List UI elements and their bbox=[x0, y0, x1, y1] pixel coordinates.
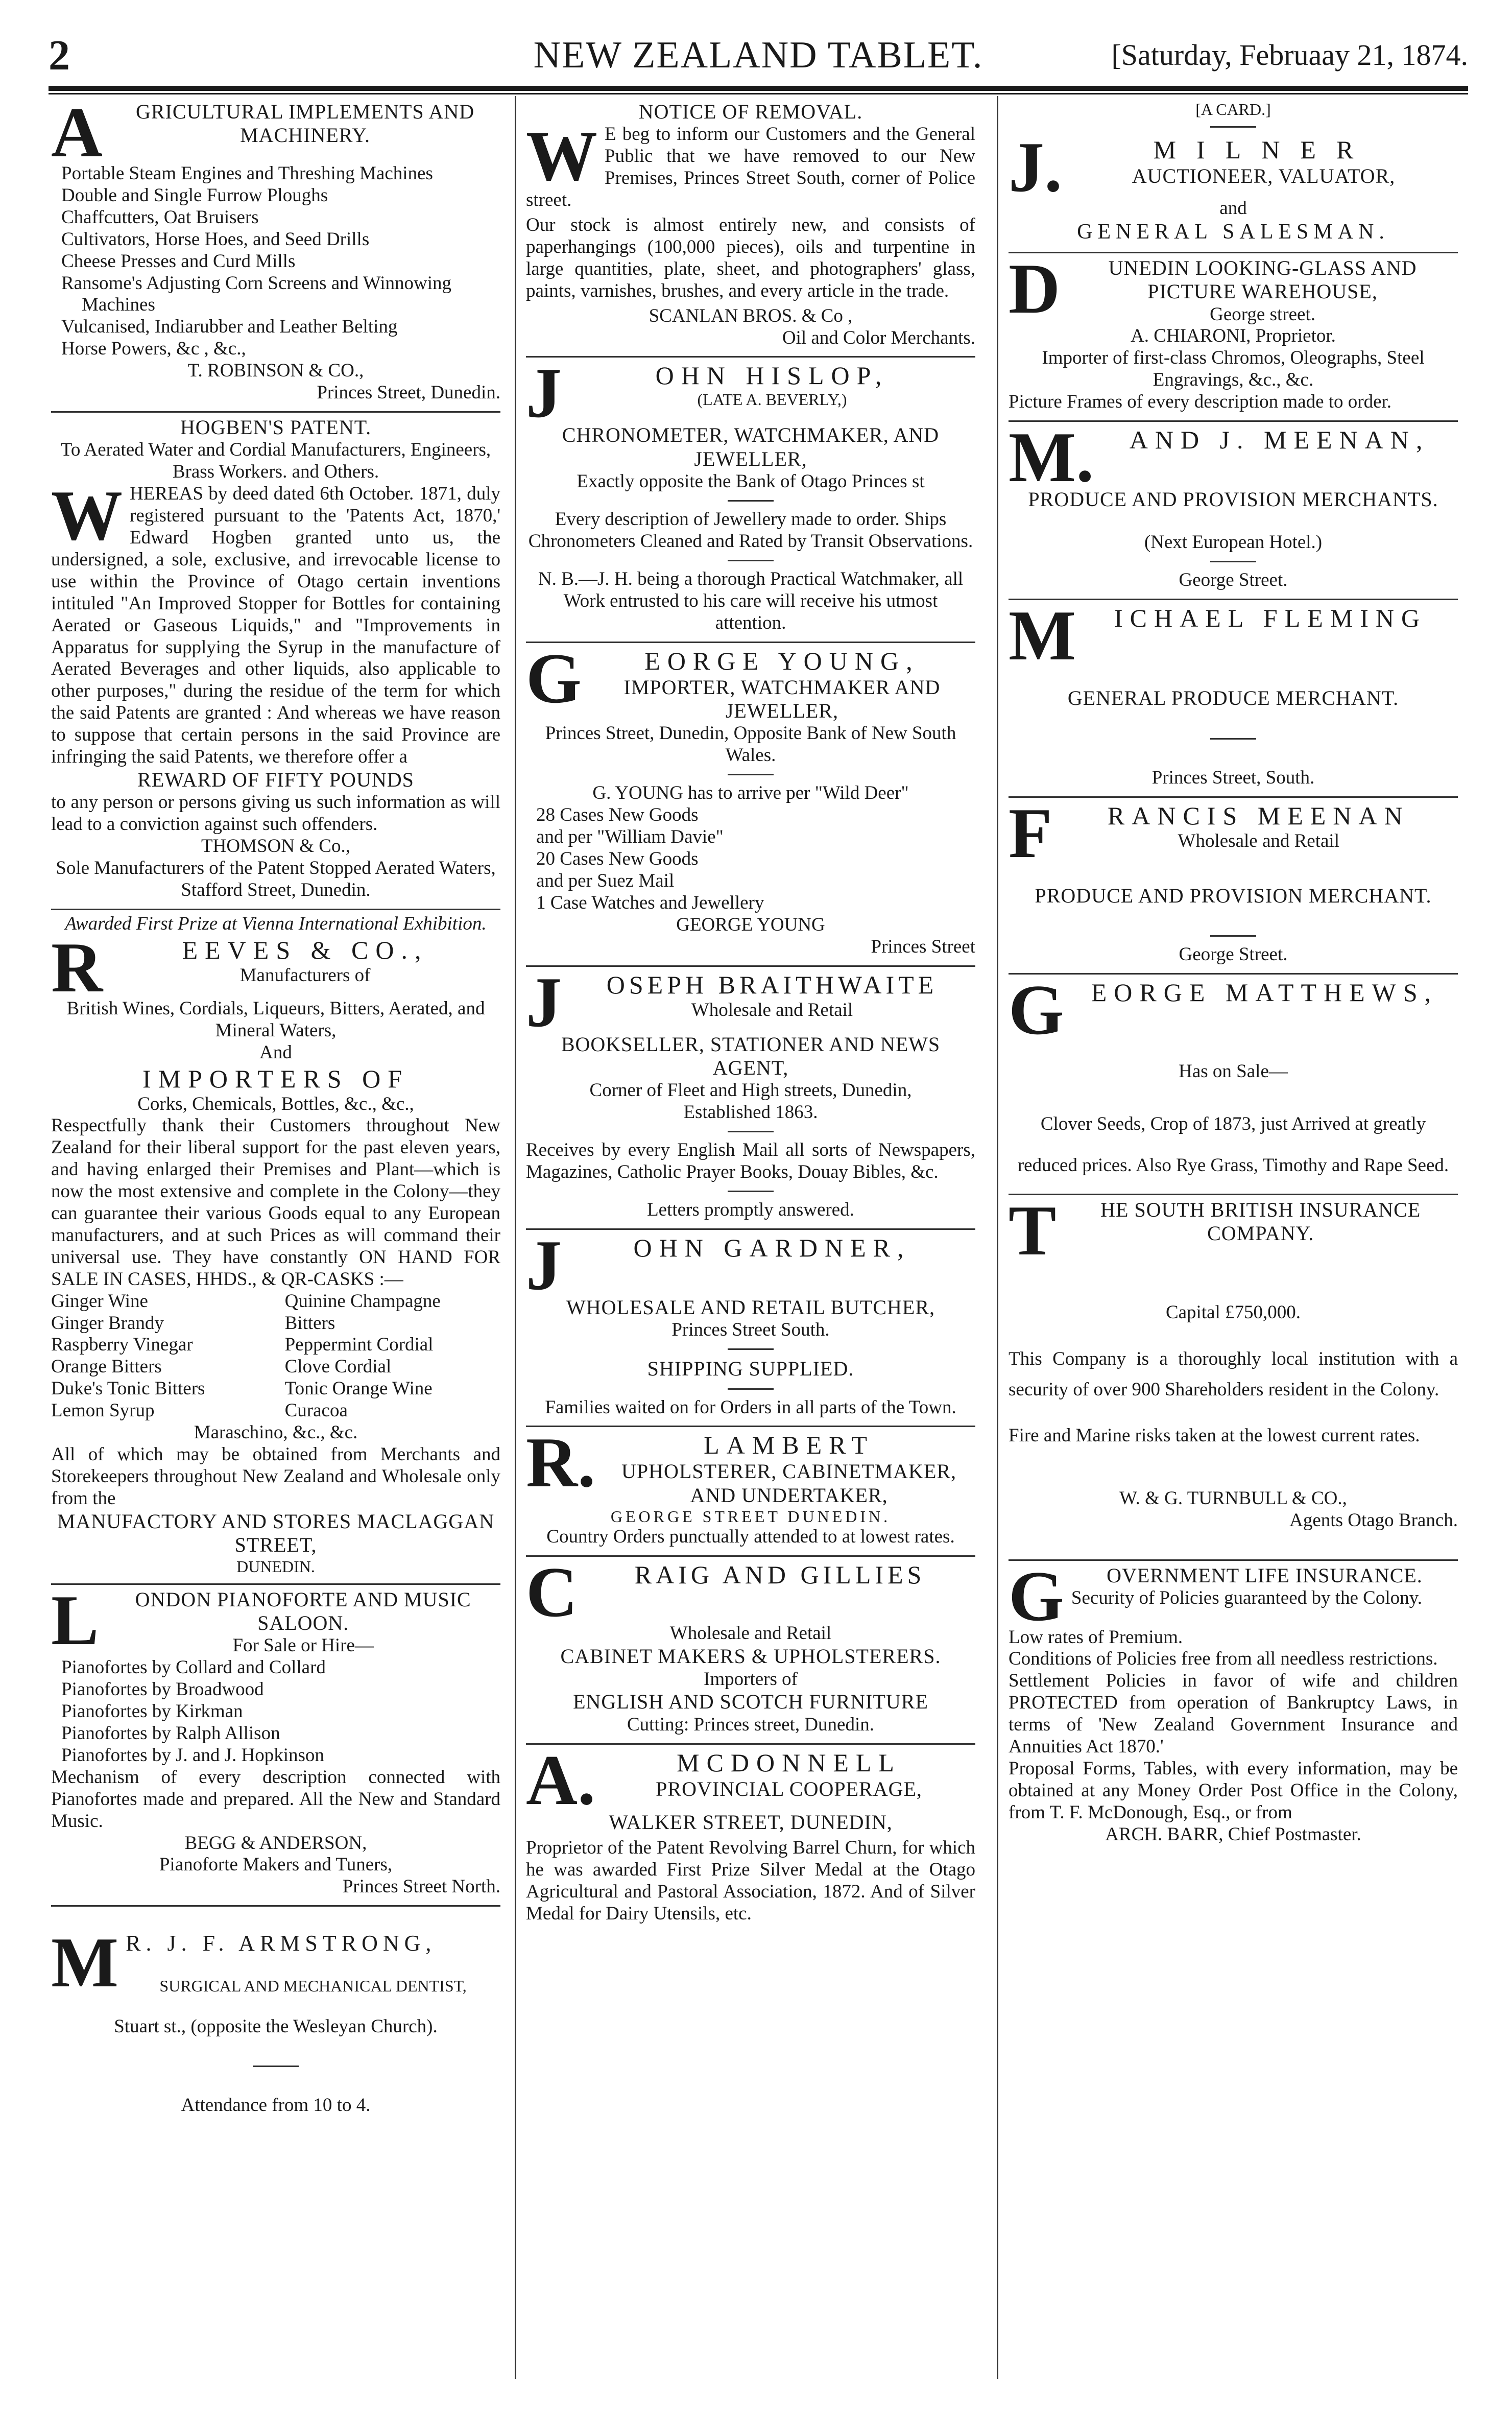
signature: ARCH. BARR, Chief Postmaster. bbox=[1105, 1823, 1361, 1845]
drop-cap: F bbox=[1009, 793, 1052, 873]
divider bbox=[1210, 126, 1256, 128]
trade-line: GENERAL SALESMAN. bbox=[1077, 220, 1389, 244]
address: Cutting: Princes street, Dunedin. bbox=[627, 1714, 875, 1735]
ad-subheading: Manufacturers of bbox=[239, 964, 371, 986]
established: Established 1863. bbox=[683, 1102, 818, 1123]
ad-south-british-insurance bbox=[1009, 1191, 1458, 1561]
firm-name: R. J. F. ARMSTRONG, bbox=[126, 1931, 437, 1956]
list-item: 28 Cases New Goods bbox=[536, 804, 699, 826]
list-item: Settlement Policies in favor of wife and children PROTECTED from operation of Bankruptcy Laws, in terms of 'New Zealand Government Insurance and Annuities Act 1870.' bbox=[1009, 1670, 1458, 1758]
drop-cap: W bbox=[526, 116, 597, 196]
hours: Attendance from 10 to 4. bbox=[181, 2095, 371, 2116]
trade-line: CABINET MAKERS & UPHOLSTERERS. bbox=[560, 1645, 941, 1668]
ad-body: E beg to inform our Customers and the General Public that we have removed to our New Premises, Princes Street South, corner of Police street. bbox=[526, 124, 975, 211]
ad-milner-card bbox=[1009, 97, 1458, 253]
trade-line: PRODUCE AND PROVISION MERCHANTS. bbox=[1028, 488, 1438, 511]
trade-line: WHOLESALE AND RETAIL BUTCHER, bbox=[566, 1295, 935, 1319]
ad-notice-of-removal bbox=[526, 97, 975, 358]
ad-body: to any person or persons giving us such information as will lead to a conviction against such offenders. bbox=[51, 792, 500, 835]
ad-body: Importers of bbox=[704, 1668, 798, 1690]
ad-subheading: Wholesale and Retail bbox=[669, 1623, 832, 1644]
ad-body: (Next European Hotel.) bbox=[1144, 532, 1323, 553]
drop-cap: G bbox=[1009, 970, 1064, 1050]
ad-lambert bbox=[526, 1423, 975, 1557]
goods-item: Curacoa bbox=[284, 1400, 348, 1421]
goods-item: Raspberry Vinegar bbox=[51, 1334, 193, 1356]
address: George street. bbox=[1210, 303, 1315, 325]
ad-body: HEREAS by deed dated 6th October. 1871, duly registered pursuant to the 'Patents Act, 1870,' Edward Hogben granted unto us, the undersigned, a sole, exclusive, and irrevocable license to use within the Province of Otago certain inventions intituled "An Improved Stopper for Bottles for containing Aerated or Gaseous Liquids," and "Improvements in Apparatus for supplying the Syrup in the manufacture of Aerated Beverages and other liquids, also applicable to other purposes," during the residue of the term for which the said Patents are granted : And whereas we have reason to suppose that certain persons in the said Province are infringing the said Patents, we therefore offer a bbox=[51, 483, 500, 768]
ad-subheading: Has on Sale— bbox=[1179, 1060, 1288, 1082]
firm-name: OHN GARDNER, bbox=[633, 1233, 911, 1262]
goods-item: Orange Bitters bbox=[51, 1356, 162, 1378]
proprietor: A. CHIARONI, Proprietor. bbox=[1131, 325, 1336, 347]
drop-cap: J. bbox=[1009, 128, 1062, 207]
goods-item: Clove Cordial bbox=[284, 1356, 392, 1378]
ad-agricultural-implements bbox=[51, 97, 500, 413]
drop-cap: L bbox=[51, 1580, 99, 1660]
column-1 bbox=[51, 97, 500, 2385]
list-item: Pianofortes by Collard and Collard bbox=[61, 1657, 326, 1678]
divider bbox=[1210, 738, 1256, 740]
drop-cap: A bbox=[51, 97, 103, 172]
list-item: Double and Single Furrow Ploughs bbox=[61, 184, 328, 206]
list-item: Chaffcutters, Oat Bruisers bbox=[61, 206, 259, 228]
ad-body: Families waited on for Orders in all parts of the Town. bbox=[545, 1396, 956, 1418]
ad-heading: IMPORTERS OF bbox=[142, 1064, 410, 1093]
trade-line: PROVINCIAL COOPERAGE, bbox=[656, 1777, 922, 1800]
goods-item: Bitters bbox=[284, 1312, 335, 1334]
firm-name: LAMBERT bbox=[704, 1431, 874, 1460]
address: Princes Street bbox=[871, 936, 975, 957]
divider bbox=[728, 774, 774, 775]
ad-joseph-braithwaite bbox=[526, 962, 975, 1230]
drop-cap: R. bbox=[526, 1423, 596, 1503]
divider bbox=[1210, 935, 1256, 937]
list-item: Cultivators, Horse Hoes, and Seed Drills bbox=[61, 228, 370, 250]
drop-cap: C bbox=[526, 1553, 578, 1632]
list-item: 1 Case Watches and Jewellery bbox=[536, 892, 764, 913]
drop-cap: G bbox=[1009, 1556, 1064, 1636]
trade-line: PRODUCE AND PROVISION MERCHANT. bbox=[1035, 884, 1432, 907]
ad-francis-meenan bbox=[1009, 793, 1458, 975]
ad-heading: HE SOUTH BRITISH INSURANCE COMPANY. bbox=[1100, 1198, 1421, 1245]
ad-subheading: SURGICAL AND MECHANICAL DENTIST, bbox=[159, 1977, 467, 1996]
reward-line: REWARD OF FIFTY POUNDS bbox=[137, 768, 414, 791]
capital: Capital £750,000. bbox=[1165, 1301, 1301, 1323]
ad-body: Corks, Chemicals, Bottles, &c., &c., bbox=[137, 1093, 414, 1114]
trade-line: BOOKSELLER, STATIONER AND NEWS AGENT, bbox=[561, 1032, 941, 1079]
address: Princes Street, Dunedin, Opposite Bank of New South Wales. bbox=[545, 723, 956, 766]
ad-subheading: For Sale or Hire— bbox=[232, 1635, 374, 1656]
drop-cap: M bbox=[51, 1923, 119, 2003]
address: George Street. bbox=[1179, 943, 1288, 965]
list-item: Pianofortes by J. and J. Hopkinson bbox=[61, 1744, 324, 1766]
signature: Pianoforte Makers and Tuners, bbox=[159, 1854, 393, 1876]
firm-name: SCANLAN BROS. & Co , bbox=[649, 305, 853, 326]
divider bbox=[1210, 561, 1256, 562]
drop-cap: M bbox=[1009, 596, 1076, 676]
town: DUNEDIN. bbox=[236, 1557, 315, 1576]
ad-london-pianoforte bbox=[51, 1580, 500, 1907]
ad-body: Fire and Marine risks taken at the lowest current rates. bbox=[1009, 1425, 1420, 1446]
firm-name: EORGE YOUNG, bbox=[644, 646, 920, 675]
ad-body: Importer of first-class Chromos, Oleographs, Steel Engravings, &c., &c. bbox=[1042, 347, 1425, 391]
address: Stuart st., (opposite the Wesleyan Church). bbox=[114, 2016, 438, 2037]
goods-item: Lemon Syrup bbox=[51, 1400, 155, 1421]
goods-row bbox=[51, 1356, 500, 1378]
ad-subheading: Wholesale and Retail bbox=[691, 999, 853, 1020]
goods-row bbox=[51, 1291, 500, 1313]
ad-body: Maraschino, &c., &c. bbox=[194, 1422, 358, 1443]
list-item: Conditions of Policies free from all needless restrictions. bbox=[1009, 1648, 1438, 1670]
ad-heading: NOTICE OF REMOVAL. bbox=[638, 100, 863, 123]
ad-hogbens-patent bbox=[51, 413, 500, 910]
firm-name: ICHAEL FLEMING bbox=[1114, 604, 1427, 633]
ad-body: Clover Seeds, Crop of 1873, just Arrived at greatly reduced prices. Also Rye Grass, Timothy and Rape Seed. bbox=[1017, 1113, 1449, 1176]
goods-row bbox=[51, 1334, 500, 1356]
ad-body: Letters promptly answered. bbox=[647, 1199, 854, 1220]
address: Exactly opposite the Bank of Otago Princes st bbox=[577, 471, 925, 492]
ad-body: N. B.—J. H. being a thorough Practical Watchmaker, all Work entrusted to his care will receive his utmost attention. bbox=[538, 568, 964, 633]
address: Princes Street South. bbox=[671, 1319, 830, 1341]
goods-item: Ginger Wine bbox=[51, 1290, 148, 1312]
firm-name: OSEPH BRAITHWAITE bbox=[606, 970, 938, 999]
page-number: 2 bbox=[49, 32, 70, 79]
list-item: Portable Steam Engines and Threshing Machines bbox=[61, 163, 433, 184]
firm-name: EEVES & CO., bbox=[182, 935, 428, 964]
firm-name: EORGE MATTHEWS, bbox=[1091, 978, 1438, 1007]
ad-subheading: To Aerated Water and Cordial Manufacturers, Engineers, Brass Workers. and Others. bbox=[60, 439, 491, 483]
ad-heading: OVERNMENT LIFE INSURANCE. bbox=[1107, 1563, 1423, 1587]
ad-government-life-insurance bbox=[1009, 1556, 1458, 1853]
divider bbox=[728, 1131, 774, 1132]
firm-name: RANCIS MEENAN bbox=[1107, 801, 1410, 830]
ad-body: Our stock is almost entirely new, and consists of paperhangings (100,000 pieces), oils and turpentine in large quantities, plate, sheet, and photographers' glass, paints, varnishes, brushes, and every article in the trade. bbox=[526, 215, 975, 301]
masthead-rule-thin bbox=[49, 93, 1468, 94]
firm-name: RAIG AND GILLIES bbox=[634, 1560, 926, 1589]
goods-item: Quinine Champagne bbox=[284, 1290, 441, 1312]
ad-craig-and-gillies bbox=[526, 1553, 975, 1745]
ad-michael-fleming bbox=[1009, 596, 1458, 797]
address: WALKER STREET, DUNEDIN, bbox=[609, 1810, 893, 1834]
ad-body: Receives by every English Mail all sorts of Newspapers, Magazines, Catholic Prayer Books, Douay Bibles, &c. bbox=[526, 1140, 975, 1183]
column-3 bbox=[1009, 97, 1458, 2385]
column-divider-1 bbox=[515, 96, 516, 2379]
factory-line: MANUFACTORY AND STORES MACLAGGAN STREET, bbox=[57, 1509, 495, 1557]
trade-line: ENGLISH AND SCOTCH FURNITURE bbox=[573, 1690, 928, 1714]
drop-cap: D bbox=[1009, 249, 1061, 328]
address: Princes Street North. bbox=[342, 1876, 500, 1897]
masthead bbox=[49, 31, 1468, 87]
address: Princes Street, South. bbox=[1151, 767, 1315, 788]
ad-reeves bbox=[51, 910, 500, 1585]
list-item: Pianofortes by Kirkman bbox=[61, 1701, 243, 1722]
address: Corner of Fleet and High streets, Dunedin, bbox=[589, 1080, 912, 1101]
address: Princes Street, Dunedin. bbox=[317, 382, 500, 403]
signature: Sole Manufacturers of the Patent Stopped Aerated Waters, Stafford Street, Dunedin. bbox=[56, 858, 496, 900]
firm-name: OHN HISLOP, bbox=[655, 361, 889, 390]
ad-heading: ONDON PIANOFORTE AND MUSIC SALOON. bbox=[135, 1587, 471, 1634]
ad-george-young bbox=[526, 638, 975, 967]
column-2 bbox=[526, 97, 975, 2385]
signature: GEORGE YOUNG bbox=[676, 914, 825, 935]
firm-name: MCDONNELL bbox=[677, 1748, 901, 1777]
trade-line: IMPORTER, WATCHMAKER AND JEWELLER, bbox=[623, 675, 941, 723]
address: George Street. bbox=[1179, 569, 1288, 591]
award-line: Awarded First Prize at Vienna International Exhibition. bbox=[65, 913, 487, 934]
firm-name: W. & G. TURNBULL & CO., bbox=[1119, 1487, 1347, 1509]
ad-armstrong-dentist bbox=[51, 1907, 500, 2124]
goods-item: Tonic Orange Wine bbox=[284, 1378, 433, 1399]
ad-subheading: (LATE A. BEVERLY,) bbox=[697, 390, 847, 409]
ad-body: Every description of Jewellery made to order. Ships Chronometers Cleaned and Rated by Transit Observations. bbox=[528, 509, 973, 552]
ad-george-matthews bbox=[1009, 970, 1458, 1195]
goods-item: Ginger Brandy bbox=[51, 1312, 164, 1334]
list-item: Ransome's Adjusting Corn Screens and Winnowing Machines bbox=[61, 272, 451, 316]
ad-body: Mechanism of every description connected with Pianofortes made and prepared. All the New and Standard Music. bbox=[51, 1766, 500, 1832]
trade-line: AUCTIONEER, VALUATOR, bbox=[1132, 164, 1396, 188]
trade-line: GENERAL PRODUCE MERCHANT. bbox=[1067, 686, 1399, 710]
drop-cap: G bbox=[526, 638, 582, 718]
column-divider-2 bbox=[997, 96, 998, 2379]
ad-body: Country Orders punctually attended to at lowest rates. bbox=[546, 1526, 955, 1548]
list-item: and per "William Davie" bbox=[536, 826, 724, 848]
drop-cap: J bbox=[526, 353, 562, 433]
list-item: and per Suez Mail bbox=[536, 870, 675, 891]
firm-name: T. ROBINSON & CO., bbox=[187, 360, 364, 382]
list-item: Proposal Forms, Tables, with every information, may be obtained at any Money Order Post Office in the Colony, from T. F. McDonough, Esq., or from bbox=[1009, 1758, 1458, 1823]
drop-cap: A. bbox=[526, 1740, 596, 1820]
ad-mcdonnell-cooperage bbox=[526, 1740, 975, 1935]
address: GEORGE STREET DUNEDIN. bbox=[610, 1507, 891, 1526]
goods-item: Peppermint Cordial bbox=[284, 1334, 434, 1356]
ad-m-and-j-meenan bbox=[1009, 418, 1458, 600]
firm-name: MILNER bbox=[1153, 135, 1374, 164]
divider bbox=[728, 560, 774, 561]
goods-item: Duke's Tonic Bitters bbox=[51, 1378, 205, 1399]
ad-heading: HOGBEN'S PATENT. bbox=[180, 415, 372, 439]
firm-name: THOMSON & Co., bbox=[201, 836, 350, 857]
drop-cap: T bbox=[1009, 1191, 1057, 1270]
drop-cap: W bbox=[51, 476, 123, 556]
list-item: Pianofortes by Ralph Allison bbox=[61, 1723, 280, 1744]
trade-line: CHRONOMETER, WATCHMAKER, AND JEWELLER, bbox=[562, 423, 940, 470]
card-label: [A CARD.] bbox=[1195, 100, 1271, 118]
goods-row bbox=[51, 1378, 500, 1400]
ad-body: G. YOUNG has to arrive per "Wild Deer" bbox=[592, 782, 909, 804]
ad-subheading: Wholesale and Retail bbox=[1178, 830, 1339, 851]
drop-cap: J bbox=[526, 962, 562, 1042]
drop-cap: M. bbox=[1009, 418, 1094, 497]
ad-body: British Wines, Cordials, Liqueurs, Bitters, Aerated, and Mineral Waters, bbox=[66, 998, 485, 1041]
trade-line: UPHOLSTERER, CABINETMAKER, AND UNDERTAKER, bbox=[621, 1460, 957, 1507]
ad-body: Picture Frames of every description made to order. bbox=[1009, 391, 1392, 413]
signature: Agents Otago Branch. bbox=[1289, 1509, 1458, 1531]
drop-cap: R bbox=[51, 928, 103, 1007]
list-item: Security of Policies guaranteed by the Colony. bbox=[1071, 1587, 1422, 1608]
issue-date: [Saturday, Februaay 21, 1874. bbox=[1111, 38, 1468, 72]
ad-john-hislop bbox=[526, 353, 975, 643]
drop-cap: J bbox=[526, 1225, 562, 1305]
list-item: Vulcanised, Indiarubber and Leather Belting bbox=[61, 316, 398, 338]
ad-body: Respectfully thank their Customers throughout New Zealand for their liberal support for the past eleven years, and having enlarged their Premises and Plant—which is now the most extensive and complete in the Colony—they can guarantee their various Goods equal to any European manufacturers, and at such Prices as will command their universal use. They have constantly ON HAND FOR SALE IN CASES, HHDS., & QR-CASKS :— bbox=[51, 1115, 500, 1290]
goods-row bbox=[51, 1313, 500, 1335]
ad-body: And bbox=[259, 1041, 292, 1063]
ad-body: Proprietor of the Patent Revolving Barrel Churn, for which he was awarded First Prize Silver Medal at the Otago Agricultural and Pastoral Association, 1872. And of Silver Medal for Dairy Utensils, etc. bbox=[526, 1837, 975, 1924]
divider bbox=[728, 1191, 774, 1192]
ad-heading: SHIPPING SUPPLIED. bbox=[647, 1357, 854, 1381]
divider bbox=[728, 1348, 774, 1350]
masthead-rule bbox=[49, 86, 1468, 91]
list-item: Cheese Presses and Curd Mills bbox=[61, 250, 296, 272]
ad-chiaroni-looking-glass bbox=[1009, 249, 1458, 422]
divider bbox=[728, 1388, 774, 1390]
signature: Oil and Color Merchants. bbox=[782, 327, 975, 348]
ad-heading: UNEDIN LOOKING-GLASS AND PICTURE WAREHOUSE, bbox=[1108, 256, 1417, 303]
newspaper-title: NEW ZEALAND TABLET. bbox=[533, 34, 983, 76]
list-item: 20 Cases New Goods bbox=[536, 848, 699, 869]
divider bbox=[728, 500, 774, 502]
ad-john-gardner bbox=[526, 1225, 975, 1428]
firm-name: AND J. MEENAN, bbox=[1129, 425, 1430, 455]
ad-body: All of which may be obtained from Merchants and Storekeepers throughout New Zealand and Wholesale only from the bbox=[51, 1444, 500, 1509]
list-item: Low rates of Premium. bbox=[1009, 1626, 1183, 1648]
ad-body: This Company is a thoroughly local institution with a security of over 900 Shareholders resident in the Colony. bbox=[1009, 1348, 1458, 1400]
firm-name: BEGG & ANDERSON, bbox=[184, 1832, 367, 1854]
goods-row bbox=[51, 1400, 500, 1422]
ad-body: and bbox=[1219, 198, 1247, 219]
list-item: Pianofortes by Broadwood bbox=[61, 1679, 264, 1700]
ad-heading: GRICULTURAL IMPLEMENTS AND MACHINERY. bbox=[136, 100, 475, 147]
divider bbox=[253, 2066, 299, 2067]
list-item: Horse Powers, &c , &c., bbox=[61, 338, 246, 360]
